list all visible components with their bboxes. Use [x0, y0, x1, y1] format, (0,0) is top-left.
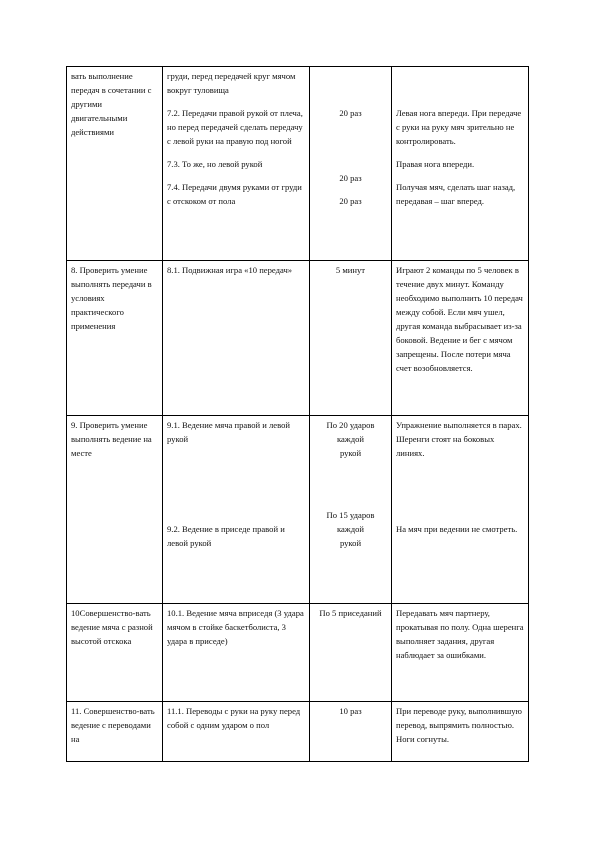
lesson-plan-table [66, 66, 529, 762]
notes-text [396, 69, 524, 97]
dosage-cell [310, 604, 392, 702]
dosage-text: По 5 приседаний [319, 608, 382, 618]
notes-text: Передавать мяч партнеру, прокатывая по полу. Одна шеренга выполняет задания, другая наблюдает за ошибками. [396, 608, 524, 660]
exercise-text: 7.2. Передачи правой рукой от плеча, но перед передачей сделать передачу с левой руки на правую под ногой [167, 108, 303, 146]
exercise-cell [163, 67, 310, 261]
dosage-text: 20 раз [339, 108, 362, 118]
task-text: 8. Проверить умение выполнять передачи в условиях практического применения [71, 265, 152, 331]
table-row [67, 67, 529, 261]
dosage-cell [310, 702, 392, 762]
dosage-cell [310, 261, 392, 416]
dosage-cell [310, 416, 392, 604]
notes-cell [392, 604, 529, 702]
notes-text: Играют 2 команды по 5 человек в течение двух минут. Команду необходимо выполнить 10 передач между собой. Если мяч ушел, другая команда выбрасывает из-за боковой. Ведение и бег с мячом запрещены. После потери мяча счет возобновляется. [396, 265, 523, 373]
notes-cell [392, 416, 529, 604]
table-row [67, 702, 529, 762]
dosage-text: По 20 ударов каждой рукой [326, 420, 375, 458]
exercise-text: 7.3. То же, но левой рукой [167, 159, 263, 169]
table-row [67, 604, 529, 702]
dosage-cell [310, 67, 392, 261]
notes-cell [392, 702, 529, 762]
notes-cell [392, 261, 529, 416]
notes-text: Правая нога впереди. [396, 159, 475, 169]
exercise-cell [163, 261, 310, 416]
exercise-text: 9.1. Ведение мяча правой и левой рукой [167, 420, 290, 444]
exercise-cell [163, 604, 310, 702]
notes-text: При переводе руку, выполнившую перевод, выпрямить полностью. Ноги согнуты. [396, 706, 522, 744]
dosage-text: 20 раз [339, 196, 362, 206]
exercise-cell [163, 416, 310, 604]
exercise-text: груди, перед передачей круг мячом вокруг туловища [167, 71, 296, 95]
task-text: 9. Проверить умение выполнять ведение на месте [71, 420, 152, 458]
exercise-text: 7.4. Передачи двумя руками от груди с отскоком от пола [167, 182, 302, 206]
notes-text: Левая нога впереди. При передаче с руки на руку мяч зрительно не контролировать. [396, 108, 522, 146]
notes-text: Получая мяч, сделать шаг назад, передавая – шаг вперед. [396, 182, 516, 206]
exercise-text: 11.1. Переводы с руки на руку перед собой с одним ударом о пол [167, 706, 301, 730]
exercise-text: 8.1. Подвижная игра «10 передач» [167, 265, 293, 275]
task-cell [67, 702, 163, 762]
task-cell [67, 416, 163, 604]
task-cell [67, 261, 163, 416]
dosage-text: 5 минут [335, 265, 366, 275]
notes-text: Упражнение выполняется в парах. Шеренги стоят на боковых линиях. [396, 420, 522, 458]
exercise-text: 9.2. Ведение в приседе правой и левой рукой [167, 524, 285, 548]
dosage-text [314, 69, 387, 97]
table-row [67, 416, 529, 604]
task-cell [67, 604, 163, 702]
task-text: вать выполнение передач в сочетании с другими двигательными действиями [71, 71, 152, 137]
exercise-text: 10.1. Ведение мяча вприседя (3 удара мячом в стойке баскетболиста, 3 удара в приседе) [167, 608, 304, 646]
task-text: 10Совершенство-вать ведение мяча с разной высотой отскока [71, 608, 153, 646]
table-row [67, 261, 529, 416]
notes-cell [392, 67, 529, 261]
dosage-text: 10 раз [339, 706, 362, 716]
task-cell [67, 67, 163, 261]
notes-text: На мяч при ведении не смотреть. [396, 524, 518, 534]
dosage-text: По 15 ударов каждой рукой [326, 510, 375, 548]
exercise-cell [163, 702, 310, 762]
dosage-text: 20 раз [339, 173, 362, 183]
task-text: 11. Совершенство-вать ведение с переводами на [71, 706, 155, 744]
